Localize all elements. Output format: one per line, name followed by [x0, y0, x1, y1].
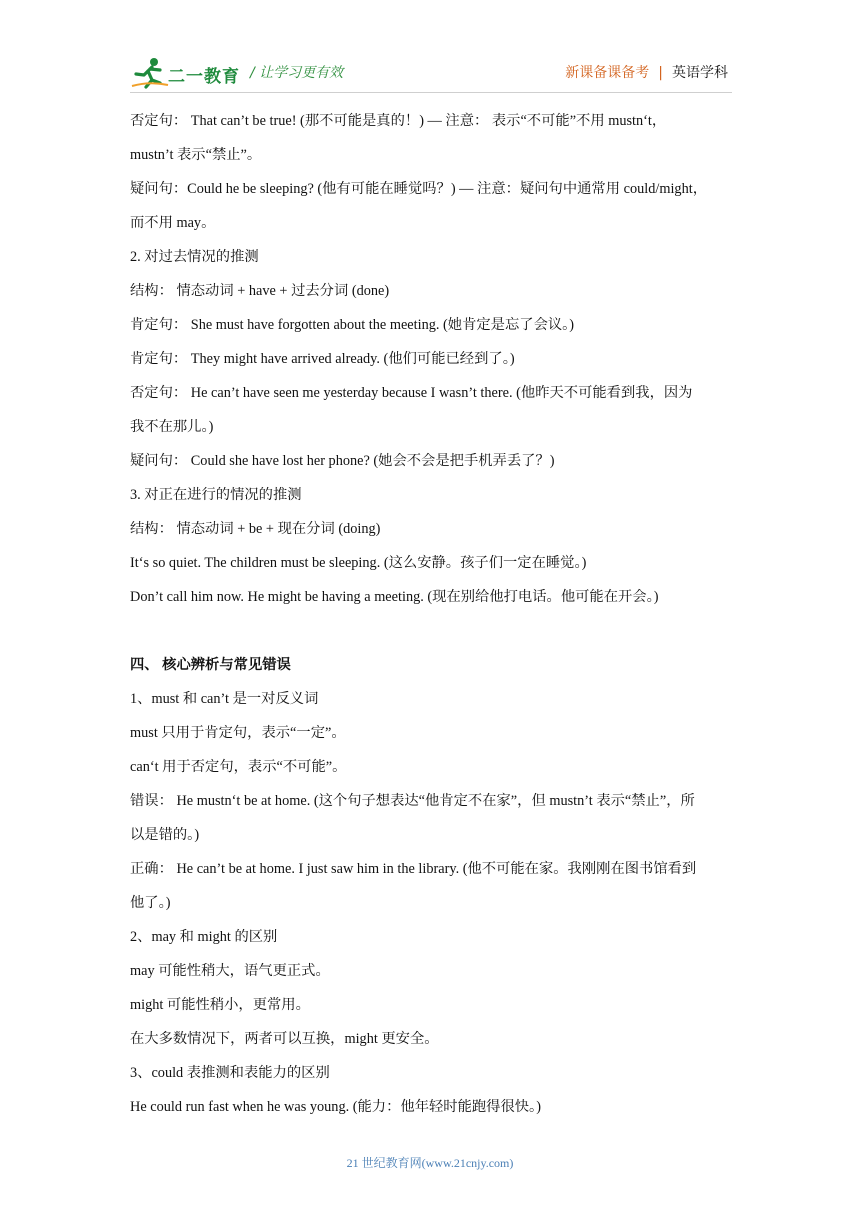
slogan: / 让学习更有效: [250, 65, 344, 81]
text-line: 他了。): [130, 895, 171, 911]
chapter-heading: 四、 核心辨析与常见错误: [130, 657, 291, 673]
document-body: [130, 104, 734, 1124]
text-line: might 可能性稍小，更常用。: [130, 997, 310, 1013]
section-heading: 3. 对正在进行的情况的推测: [130, 487, 302, 503]
text-line: 我不在那儿。): [130, 419, 214, 435]
text-line: 肯定句： They might have arrived already. (他们可能已经到了。): [130, 351, 515, 367]
page-header: [0, 0, 860, 98]
section-heading: 3、could 表推测和表能力的区别: [130, 1065, 330, 1081]
text-line: Don’t call him now. He might be having a meeting. (现在别给他打电话。他可能在开会。): [130, 589, 659, 605]
blank-line: [130, 614, 734, 648]
text-line: 在大多数情况下，两者可以互换，might 更安全。: [130, 1031, 439, 1047]
header-course-label: 新课备课备考: [565, 65, 650, 81]
text-line: It‘s so quiet. The children must be sleeping. (这么安静。孩子们一定在睡觉。): [130, 555, 587, 571]
section-heading: 2、may 和 might 的区别: [130, 929, 278, 945]
text-line: 否定句： He can’t have seen me yesterday because I wasn’t there. (他昨天不可能看到我，因为: [130, 385, 693, 401]
text-line: must 只用于肯定句，表示“一定”。: [130, 725, 346, 741]
text-line: 疑问句： Could she have lost her phone? (她会不会是把手机弄丢了？): [130, 453, 555, 469]
header-separator: |: [658, 65, 663, 81]
text-line: mustn’t 表示“禁止”。: [130, 147, 262, 163]
text-line: 以是错的。): [130, 827, 200, 843]
section-heading: 2. 对过去情况的推测: [130, 249, 259, 265]
text-line: may 可能性稍大，语气更正式。: [130, 963, 330, 979]
header-divider: [130, 92, 732, 93]
page-footer: 21 世纪教育网(www.21cnjy.com): [346, 1156, 514, 1170]
text-line: 结构： 情态动词 + have + 过去分词 (done): [130, 283, 390, 299]
text-line: 疑问句：Could he be sleeping? (他有可能在睡觉吗？) — 注意：疑问句中通常用 could/might，: [130, 181, 707, 197]
running-figure-icon: [130, 56, 170, 90]
text-line: can‘t 用于否定句，表示“不可能”。: [130, 759, 347, 775]
header-subject-label: 英语学科: [672, 65, 728, 81]
logo-text: 二一教育: [168, 67, 240, 87]
header-subject: [565, 62, 728, 82]
section-heading: 1、must 和 can’t 是一对反义词: [130, 691, 319, 707]
text-line: He could run fast when he was young. (能力：他年轻时能跑得很快。): [130, 1099, 541, 1115]
text-line: 结构： 情态动词 + be + 现在分词 (doing): [130, 521, 381, 537]
text-line: 正确： He can’t be at home. I just saw him in the library. (他不可能在家。我刚刚在图书馆看到: [130, 861, 697, 877]
text-line: 而不用 may。: [130, 215, 216, 231]
text-line: 否定句： That can’t be true! (那不可能是真的！) — 注意： 表示“不可能”不用 mustn‘t，: [130, 113, 667, 129]
text-line: 肯定句： She must have forgotten about the meeting. (她肯定是忘了会议。): [130, 317, 575, 333]
logo: [130, 56, 246, 90]
text-line: 错误： He mustn‘t be at home. (这个句子想表达“他肯定不在家”，但 mustn’t 表示“禁止”，所: [130, 793, 695, 809]
